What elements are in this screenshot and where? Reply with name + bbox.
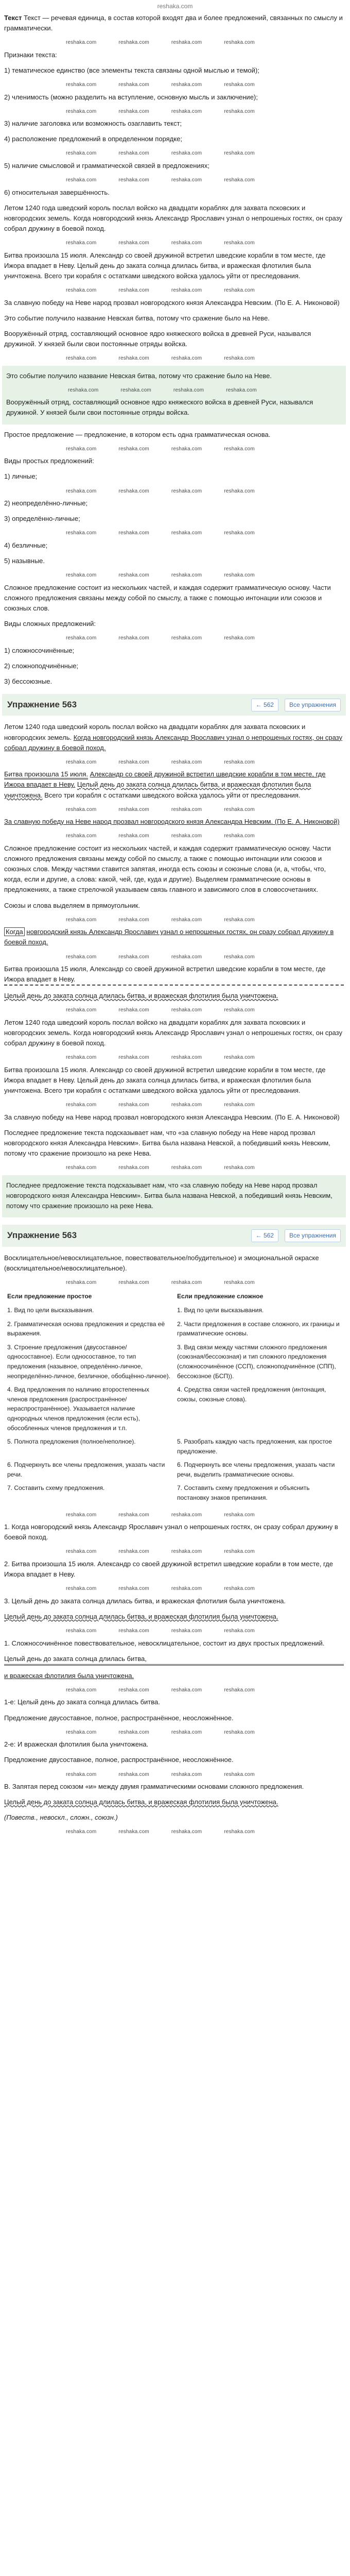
- sentence: Летом 1240 года шведский король послал войско на двадцати кораблях для захвата псковских и новгородских земель.: [4, 723, 306, 741]
- watermark: reshaka.com reshaka.com reshaka.com reshaka.com: [66, 82, 255, 88]
- answer-content: [0, 13, 350, 1850]
- watermark: reshaka.com reshaka.com reshaka.com reshaka.com: [66, 446, 255, 452]
- watermark: reshaka.com reshaka.com reshaka.com reshaka.com: [66, 1549, 255, 1555]
- grammar-part: 1-е: Целый день до заката солнца длилась битва.: [4, 1698, 160, 1706]
- answer-paragraph: Последнее предложение текста подсказывает нам, что «за славную победу на Неве народ прозвал новгородского князя Александра Невским». Битва была названа Невской, а победивший князь Невским, потому что сражение произошло на реке Нева.: [6, 1181, 332, 1210]
- complex-sentence-definition: Сложное предложение состоит из нескольких частей, и каждая содержит грамматическую основу. Части сложного предложения связаны между собой по смыслу, а также с помощью интонации или союзов и союзных слов.: [4, 583, 331, 612]
- prev-exercise-button[interactable]: ← 562: [251, 699, 278, 711]
- analysis-sentence: 3. Целый день до заката солнца длилась битва, и вражеская флотилия была уничтожена.: [4, 1597, 286, 1605]
- exercise-header: [2, 1225, 346, 1246]
- feature-item: 4) расположение предложений в определенном порядке;: [4, 135, 182, 143]
- grammar-part-text: Предложение двусоставное, полное, распространённое, неосложнённое.: [4, 1756, 234, 1764]
- watermark: reshaka.com reshaka.com reshaka.com reshaka.com: [66, 1687, 255, 1693]
- watermark: reshaka.com reshaka.com reshaka.com reshaka.com: [66, 759, 255, 765]
- repeat-paragraph: Битва произошла 15 июля. Александр со своей дружиной встретил шведские корабли в том месте, где Ижора впадает в Неву. Целый день до заката солнца длилась битва, и вражеская флотилия была уничтожена. Всего три корабля с остатками шведского войска удалось уйти от преследования.: [4, 1065, 326, 1095]
- final-sentence: Целый день до заката солнца длилась битва, и вражеская флотилия была уничтожена.: [4, 1798, 278, 1806]
- watermark: reshaka.com reshaka.com reshaka.com reshaka.com: [66, 1729, 255, 1735]
- analysis-description: 1. Сложносочинённое повествовательное, невосклицательное, состоит из двух простых предложений.: [4, 1639, 325, 1647]
- table-cell: 7. Составить схему предложения и объяснить постановку знаков препинания.: [177, 1484, 310, 1502]
- watermark: reshaka.com reshaka.com reshaka.com reshaka.com: [66, 530, 255, 536]
- druzhina-explanation: Вооружённый отряд, составляющий основное ядро княжеского войска в древней Руси, назывался дружиной. У князей были свои постоянные отряды войска.: [6, 398, 313, 417]
- watermark: reshaka.com reshaka.com reshaka.com reshaka.com: [66, 806, 255, 812]
- watermark: reshaka.com reshaka.com reshaka.com reshaka.com: [66, 635, 255, 641]
- column-header: Если предложение простое: [7, 1293, 92, 1300]
- feature-item: 3) наличие заголовка или возможность озаглавить текст;: [4, 120, 182, 128]
- table-cell: 6. Подчеркнуть все члены предложения, указать части речи.: [7, 1461, 165, 1478]
- table-row: [4, 1383, 344, 1435]
- analysis-intro: Восклицательное/невосклицательное, повествовательное/побудительное) и эмоциональной окраске (восклицательное/невосклицательное).: [4, 1253, 319, 1272]
- nevsky-explanation: Это событие получило название Невская битва, потому что сражение было на Неве.: [6, 371, 272, 380]
- simple-sentence-definition: Простое предложение — предложение, в котором есть одна грамматическая основа.: [4, 430, 271, 438]
- table-cell: 3. Вид связи между частями сложного предложения (союзная/бессоюзная) и тип сложного предложения (сложносочинённое (ССП), сложноподчинённое (СПП), бессоюзное (БСП)).: [177, 1343, 336, 1380]
- feature-item: 6) относительная завершённость.: [4, 188, 110, 196]
- table-cell: 5. Полнота предложения (полное/неполное).: [7, 1438, 136, 1446]
- complex-note: Сложное предложение состоит из нескольких частей, и каждая содержит грамматическую основу. Части сложного предложения связаны между собой по смыслу, а также с помощью интонации или союзов и союзных слов. Между частями ставится запятая, иногда есть союзы и союзные слова (и, а, чтобы, что, когда, если и другие, а слова: какой, чей, где, куда и другие). Выделяем грамматические основы в предложениях, а также стрелочкой указываем связь главного и зависимого слов в словосочетаниях.: [4, 844, 331, 894]
- exercise-title: Упражнение 563: [7, 1230, 77, 1241]
- exercise-title: Упражнение 563: [7, 700, 77, 710]
- site-header: [0, 0, 350, 13]
- prev-exercise-button[interactable]: ← 562: [251, 1229, 278, 1242]
- note: Союзы и слова выделяем в прямоугольник.: [4, 901, 140, 909]
- watermark: reshaka.com reshaka.com reshaka.com reshaka.com: [66, 917, 255, 923]
- site-name: reshaka.com: [157, 3, 193, 10]
- table-cell: 3. Строение предложения (двусоставное/односоставное). Если односоставное, то тип предложения (назывное, определённо-личное, неопределённо-личное, безличное, обобщённо-личное).: [7, 1343, 170, 1380]
- watermark: reshaka.com reshaka.com reshaka.com reshaka.com: [66, 572, 255, 579]
- watermark: reshaka.com reshaka.com reshaka.com reshaka.com: [66, 240, 255, 246]
- watermark: reshaka.com reshaka.com reshaka.com reshaka.com: [66, 1628, 255, 1634]
- parsed-sentence: Битва произошла 15 июля, Александр со своей дружиной встретил шведские корабли в том месте, где Ижора впадает в Неву.: [4, 964, 344, 986]
- complex-kind-item: 1) сложносочинённые;: [4, 646, 75, 654]
- analysis-sentence: 1. Когда новгородский князь Александр Ярославич узнал о непрошеных гостях, он сразу собрал дружину в боевой поход.: [4, 1523, 338, 1541]
- table-header-row: [4, 1290, 344, 1303]
- complex-kinds-title: Виды сложных предложений:: [4, 620, 96, 628]
- table-cell: 4. Вид предложения по наличию второстепенных членов предложения (распространённое/нераспространённое). Указывается наличие однородных членов предложения (если есть), обособленных членов предложения и т.п.: [7, 1386, 149, 1432]
- watermark: reshaka.com reshaka.com reshaka.com reshaka.com: [66, 287, 255, 294]
- sentence: Целый день до заката солнца длилась битва, и вражеская флотилия была уничтожена.: [4, 781, 311, 799]
- simple-kinds-title: Виды простых предложений:: [4, 457, 94, 465]
- feature-item: 5) наличие смысловой и грамматической связей в предложениях;: [4, 161, 209, 170]
- watermark: reshaka.com reshaka.com reshaka.com reshaka.com: [66, 1771, 255, 1777]
- repeat-paragraph: Летом 1240 года шведский король послал войско на двадцати кораблях для захвата псковских и новгородских земель. Когда новгородский князь Александр Ярославич узнал о непрошеных гостях, он сразу собрал дружину в боевой поход.: [4, 1018, 342, 1047]
- answer-paragraph: Последнее предложение текста подсказывает нам, что «за славную победу на Неве народ прозвал новгородского князя Александра Невским». Битва была названа Невской, а победивший князь Невским, потому что сражение произошло на реке Нева.: [4, 1128, 330, 1158]
- watermark: reshaka.com reshaka.com reshaka.com reshaka.com: [66, 1586, 255, 1592]
- watermark: reshaka.com reshaka.com reshaka.com reshaka.com: [66, 833, 255, 839]
- watermark: reshaka.com reshaka.com reshaka.com reshaka.com: [66, 1512, 255, 1518]
- exercise-paragraph: [4, 722, 344, 753]
- conjunction-box: Когда: [4, 927, 25, 936]
- table-cell: 5. Разобрать каждую часть предложения, как простое предложение.: [177, 1438, 332, 1455]
- all-exercises-button[interactable]: Все упражнения: [285, 699, 341, 711]
- watermark: reshaka.com reshaka.com reshaka.com reshaka.com: [66, 177, 255, 183]
- analysis-sentence: 2. Битва произошла 15 июля. Александр со своей дружиной встретил шведские корабли в том месте, где Ижора впадает в Неву.: [4, 1560, 333, 1579]
- table-cell: 2. Грамматическая основа предложения и средства её выражения.: [7, 1320, 165, 1337]
- exercise-paragraph: За славную победу на Неве народ прозвал новгородского князя Александра Невским. (По Е. А. Никоновой): [4, 818, 340, 826]
- watermark: reshaka.com reshaka.com reshaka.com reshaka.com: [66, 1165, 255, 1171]
- parsed-sentence: Целый день до заката солнца длилась битва, и вражеская флотилия была уничтожена.: [4, 992, 278, 1000]
- complex-kind-item: 2) сложноподчинённые;: [4, 662, 79, 670]
- table-row: [4, 1341, 344, 1383]
- nevsky-explanation: Это событие получило название Невская битва, потому что сражение было на Неве.: [4, 314, 270, 322]
- all-exercises-button[interactable]: Все упражнения: [285, 1229, 341, 1242]
- table-cell: 4. Средства связи частей предложения (интонация, союзы, союзные слова).: [177, 1386, 326, 1403]
- exercise-nav: [251, 1229, 341, 1242]
- druzhina-explanation: Вооружённый отряд, составляющий основное ядро княжеского войска в древней Руси, назывался дружиной. У князей были свои постоянные отряды войска.: [4, 329, 311, 348]
- table-cell: 2. Части предложения в составе сложного, их границы и грамматические основы.: [177, 1320, 340, 1337]
- grammar-part: 2-е: И вражеская флотилия была уничтожена.: [4, 1740, 149, 1749]
- table-row: [4, 1458, 344, 1481]
- simple-kind-item: 2) неопределённо-личные;: [4, 499, 88, 507]
- final-caption: (Повеств., невоскл., сложн., союзн.): [4, 1814, 118, 1822]
- watermark: reshaka.com reshaka.com reshaka.com reshaka.com: [66, 488, 255, 494]
- table-row: [4, 1481, 344, 1504]
- analysis-part: и вражеская флотилия была уничтожена.: [4, 1671, 134, 1680]
- watermark: reshaka.com reshaka.com reshaka.com reshaka.com: [66, 150, 255, 157]
- parsed-sentence: Когда новгородский князь Александр Ярославич узнал о непрошеных гостях, он сразу собрал дружину в боевой поход.: [4, 928, 334, 946]
- table-cell: 1. Вид по цели высказывания.: [7, 1306, 94, 1314]
- exercise-nav: [251, 699, 341, 711]
- sentence: Битва произошла 15 июля.: [4, 770, 88, 779]
- table-cell: 6. Подчеркнуть все члены предложения, указать части речи, выделить грамматические основы.: [177, 1461, 335, 1478]
- watermark: reshaka.com reshaka.com reshaka.com reshaka.com: [66, 1279, 255, 1285]
- sentence: Всего три корабля с остатками шведского войска удалось уйти от преследования.: [44, 791, 301, 799]
- exercise-paragraph: [4, 769, 344, 800]
- table-cell: 1. Вид по цели высказывания.: [177, 1306, 264, 1314]
- repeat-paragraph: За славную победу на Неве народ прозвал новгородского князя Александра Невским. (По Е. А. Никоновой): [4, 1113, 340, 1121]
- watermark: reshaka.com reshaka.com reshaka.com reshaka.com: [66, 108, 255, 114]
- simple-kind-item: 5) назывные.: [4, 556, 45, 565]
- simple-kind-item: 4) безличные;: [4, 541, 48, 549]
- story-paragraph: За славную победу на Неве народ прозвал новгородского князя Александра Невским. (По Е. А. Никоновой): [4, 298, 340, 307]
- story-paragraph: Битва произошла 15 июля. Александр со своей дружиной встретил шведские корабли в том месте, где Ижора впадает в Неву. Целый день до заката солнца длилась битва, и вражеская флотилия была уничтожена. Всего три корабля с остатками шведского войска удалось уйти от преследования.: [4, 251, 326, 280]
- sentence: Когда новгородский князь Александр Ярославич узнал о непрошеных гостях, он сразу собрал дружину в боевой поход.: [4, 733, 342, 752]
- story-paragraph: Летом 1240 года шведский король послал войско на двадцати кораблях для захвата псковских и новгородских земель. Когда новгородский князь Александр Ярославич узнал о непрошеных гостях, он сразу собрал дружину в боевой поход.: [4, 204, 342, 233]
- table-row: [4, 1317, 344, 1341]
- sentence: Александр со своей дружиной встретил шведские корабли в том месте, где Ижора впадает в Неву.: [4, 770, 326, 789]
- watermark: reshaka.com reshaka.com reshaka.com reshaka.com: [66, 1102, 255, 1108]
- analysis-part: Целый день до заката солнца длилась битва,: [4, 1654, 344, 1666]
- analysis-table: [4, 1290, 344, 1504]
- features-title: Признаки текста:: [4, 50, 57, 59]
- text-definition: Текст Текст — речевая единица, в состав которой входят два и более предложений, связанных по смыслу и грамматически.: [4, 14, 343, 32]
- highlight-block: [2, 1175, 346, 1217]
- table-row: [4, 1435, 344, 1458]
- grammar-part-text: Предложение двусоставное, полное, распространённое, неосложнённое.: [4, 1714, 234, 1722]
- simple-kind-item: 3) определённо-личные;: [4, 515, 80, 523]
- table-row: [4, 1303, 344, 1317]
- watermark: reshaka.com reshaka.com reshaka.com reshaka.com: [66, 1007, 255, 1013]
- watermark: reshaka.com reshaka.com reshaka.com reshaka.com: [66, 355, 255, 362]
- watermark: reshaka.com reshaka.com reshaka.com reshaka.com: [66, 954, 255, 960]
- feature-item: 1) тематическое единство (все элементы текста связаны одной мыслью и темой);: [4, 66, 259, 74]
- watermark: reshaka.com reshaka.com reshaka.com reshaka.com: [66, 1829, 255, 1835]
- table-cell: 7. Составить схему предложения.: [7, 1484, 105, 1492]
- watermark: reshaka.com reshaka.com reshaka.com reshaka.com: [68, 387, 257, 393]
- parsed-sentence: Целый день до заката солнца длилась битва, и вражеская флотилия была уничтожена.: [4, 1612, 278, 1620]
- watermark: reshaka.com reshaka.com reshaka.com reshaka.com: [66, 1055, 255, 1061]
- comma-explanation: В. Запятая перед союзом «и» между двумя грамматическими основами сложного предложения.: [4, 1783, 304, 1790]
- watermark: reshaka.com reshaka.com reshaka.com reshaka.com: [66, 40, 255, 46]
- column-header: Если предложение сложное: [177, 1293, 264, 1300]
- complex-kind-item: 3) бессоюзные.: [4, 677, 52, 685]
- highlight-block: [2, 366, 346, 425]
- exercise-header: [2, 694, 346, 716]
- feature-item: 2) членимость (можно разделить на вступление, основную мысль и заключение);: [4, 93, 258, 101]
- simple-kind-item: 1) личные;: [4, 472, 38, 481]
